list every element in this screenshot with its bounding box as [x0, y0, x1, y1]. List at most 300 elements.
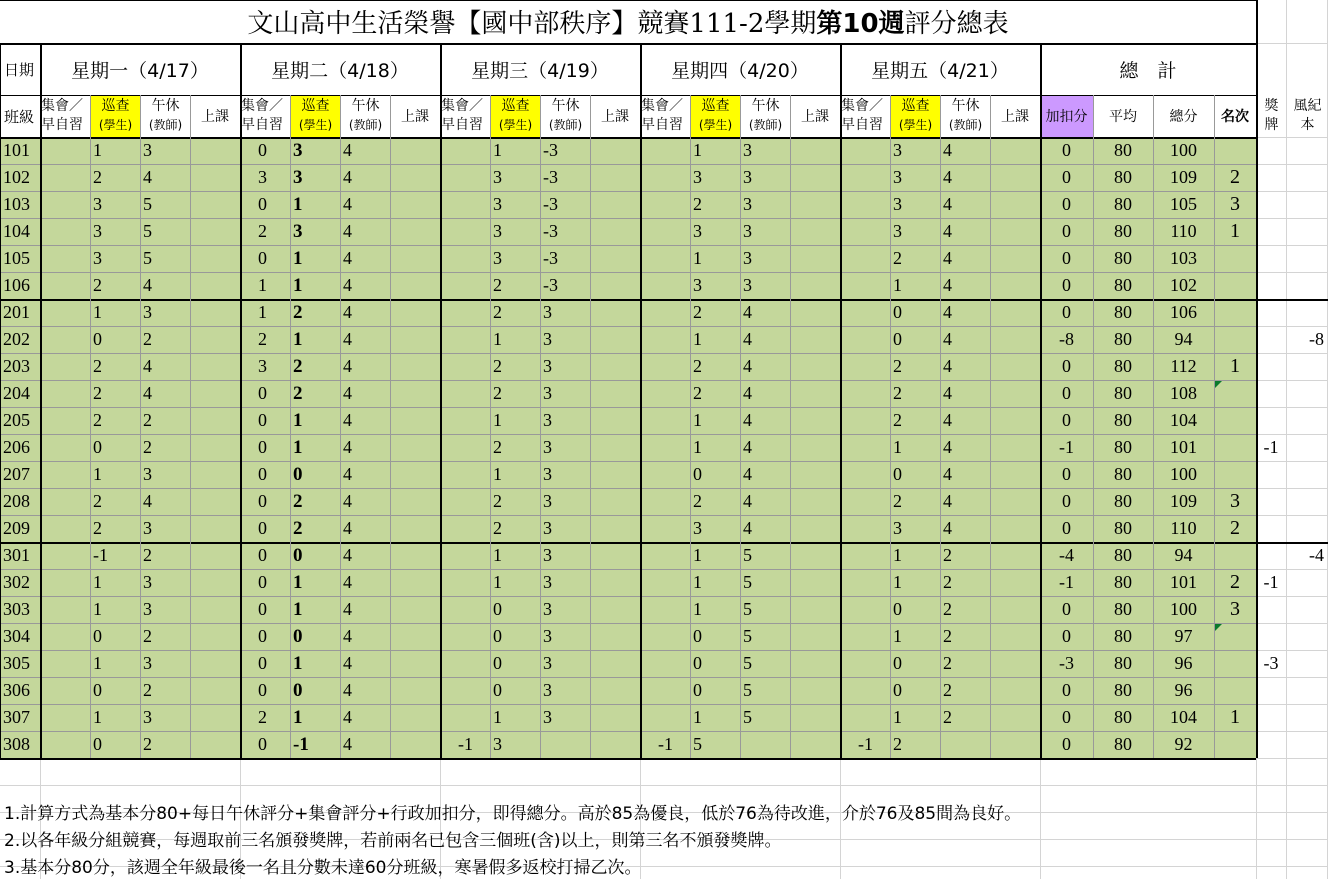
- bonus-cell[interactable]: [1040, 461, 1093, 488]
- patrol-cell[interactable]: [890, 353, 940, 380]
- total-cell[interactable]: [1153, 137, 1214, 164]
- bonus-cell[interactable]: [1040, 380, 1093, 407]
- nap-cell[interactable]: [140, 272, 190, 299]
- patrol-cell[interactable]: [690, 272, 740, 299]
- total-cell[interactable]: [1153, 623, 1214, 650]
- class-cell[interactable]: [0, 515, 40, 542]
- nap-cell[interactable]: [340, 515, 390, 542]
- patrol-cell[interactable]: [290, 488, 340, 515]
- weekly-header[interactable]: [1286, 95, 1328, 137]
- average-cell[interactable]: [1093, 299, 1153, 326]
- patrol-cell[interactable]: [90, 596, 140, 623]
- patrol-cell[interactable]: [290, 542, 340, 569]
- bonus-cell[interactable]: [1040, 515, 1093, 542]
- patrol-cell[interactable]: [690, 299, 740, 326]
- nap-cell[interactable]: [940, 380, 990, 407]
- patrol-cell[interactable]: [90, 623, 140, 650]
- nap-cell[interactable]: [940, 569, 990, 596]
- day-header-3[interactable]: [440, 43, 640, 95]
- average-cell[interactable]: [1093, 461, 1153, 488]
- patrol-cell[interactable]: [890, 542, 940, 569]
- patrol-cell[interactable]: [290, 461, 340, 488]
- bonus-cell[interactable]: [1040, 407, 1093, 434]
- patrol-cell[interactable]: [690, 731, 740, 758]
- patrol-cell[interactable]: [690, 623, 740, 650]
- total-cell[interactable]: [1153, 515, 1214, 542]
- nap-cell[interactable]: [940, 650, 990, 677]
- nap-cell[interactable]: [340, 272, 390, 299]
- assembly-cell[interactable]: [840, 731, 890, 758]
- patrol-cell[interactable]: [490, 380, 540, 407]
- nap-cell[interactable]: [540, 434, 590, 461]
- nap-cell[interactable]: [340, 461, 390, 488]
- class-cell[interactable]: [0, 299, 40, 326]
- patrol-cell[interactable]: [890, 434, 940, 461]
- rank-cell[interactable]: [1214, 353, 1256, 380]
- patrol-cell[interactable]: [290, 434, 340, 461]
- average-cell[interactable]: [1093, 623, 1153, 650]
- assembly-cell[interactable]: [240, 299, 290, 326]
- lesson-header-1[interactable]: [190, 95, 240, 137]
- nap-cell[interactable]: [340, 704, 390, 731]
- patrol-cell[interactable]: [490, 272, 540, 299]
- patrol-header-3[interactable]: [490, 95, 540, 137]
- patrol-cell[interactable]: [690, 515, 740, 542]
- nap-cell[interactable]: [140, 569, 190, 596]
- nap-cell[interactable]: [740, 326, 790, 353]
- nap-cell[interactable]: [340, 407, 390, 434]
- nap-cell[interactable]: [340, 299, 390, 326]
- patrol-cell[interactable]: [490, 623, 540, 650]
- nap-cell[interactable]: [540, 218, 590, 245]
- rank-cell[interactable]: [1214, 569, 1256, 596]
- average-cell[interactable]: [1093, 704, 1153, 731]
- patrol-cell[interactable]: [690, 650, 740, 677]
- nap-cell[interactable]: [340, 326, 390, 353]
- nap-cell[interactable]: [540, 704, 590, 731]
- nap-cell[interactable]: [940, 704, 990, 731]
- nap-cell[interactable]: [740, 164, 790, 191]
- average-cell[interactable]: [1093, 245, 1153, 272]
- nap-cell[interactable]: [940, 515, 990, 542]
- patrol-cell[interactable]: [90, 515, 140, 542]
- rank-cell[interactable]: [1214, 488, 1256, 515]
- patrol-cell[interactable]: [690, 596, 740, 623]
- class-cell[interactable]: [0, 191, 40, 218]
- nap-cell[interactable]: [740, 461, 790, 488]
- total-cell[interactable]: [1153, 677, 1214, 704]
- nap-cell[interactable]: [540, 326, 590, 353]
- nap-cell[interactable]: [740, 596, 790, 623]
- total-cell[interactable]: [1153, 596, 1214, 623]
- patrol-cell[interactable]: [90, 299, 140, 326]
- bonus-cell[interactable]: [1040, 164, 1093, 191]
- nap-cell[interactable]: [940, 353, 990, 380]
- class-cell[interactable]: [0, 542, 40, 569]
- nap-cell[interactable]: [540, 488, 590, 515]
- nap-cell[interactable]: [740, 542, 790, 569]
- patrol-cell[interactable]: [490, 488, 540, 515]
- patrol-cell[interactable]: [90, 326, 140, 353]
- lesson-header-2[interactable]: [390, 95, 440, 137]
- patrol-cell[interactable]: [290, 704, 340, 731]
- assembly-cell[interactable]: [640, 731, 690, 758]
- patrol-cell[interactable]: [490, 245, 540, 272]
- nap-cell[interactable]: [140, 596, 190, 623]
- nap-cell[interactable]: [340, 569, 390, 596]
- patrol-cell[interactable]: [290, 137, 340, 164]
- average-cell[interactable]: [1093, 218, 1153, 245]
- patrol-cell[interactable]: [890, 461, 940, 488]
- patrol-cell[interactable]: [290, 245, 340, 272]
- total-cell[interactable]: [1153, 650, 1214, 677]
- patrol-cell[interactable]: [890, 137, 940, 164]
- bonus-header[interactable]: [1040, 95, 1093, 137]
- class-cell[interactable]: [0, 704, 40, 731]
- patrol-cell[interactable]: [290, 299, 340, 326]
- nap-cell[interactable]: [540, 299, 590, 326]
- patrol-cell[interactable]: [490, 137, 540, 164]
- patrol-cell[interactable]: [690, 488, 740, 515]
- bonus-cell[interactable]: [1040, 569, 1093, 596]
- bonus-cell[interactable]: [1040, 245, 1093, 272]
- class-cell[interactable]: [0, 461, 40, 488]
- rank-cell[interactable]: [1214, 704, 1256, 731]
- nap-cell[interactable]: [140, 407, 190, 434]
- rank-header[interactable]: [1214, 95, 1256, 137]
- nap-cell[interactable]: [340, 650, 390, 677]
- nap-cell[interactable]: [940, 191, 990, 218]
- class-cell[interactable]: [0, 596, 40, 623]
- average-cell[interactable]: [1093, 488, 1153, 515]
- assembly-cell[interactable]: [240, 542, 290, 569]
- patrol-cell[interactable]: [90, 191, 140, 218]
- lesson-header-3[interactable]: [590, 95, 640, 137]
- nap-cell[interactable]: [540, 677, 590, 704]
- patrol-cell[interactable]: [690, 407, 740, 434]
- patrol-cell[interactable]: [490, 515, 540, 542]
- nap-cell[interactable]: [940, 488, 990, 515]
- nap-cell[interactable]: [940, 164, 990, 191]
- patrol-cell[interactable]: [690, 245, 740, 272]
- average-cell[interactable]: [1093, 677, 1153, 704]
- nap-cell[interactable]: [940, 407, 990, 434]
- patrol-cell[interactable]: [290, 272, 340, 299]
- patrol-cell[interactable]: [890, 569, 940, 596]
- award-cell[interactable]: [1256, 434, 1286, 461]
- assembly-cell[interactable]: [240, 677, 290, 704]
- patrol-cell[interactable]: [490, 650, 540, 677]
- nap-cell[interactable]: [140, 164, 190, 191]
- nap-cell[interactable]: [540, 380, 590, 407]
- patrol-cell[interactable]: [290, 191, 340, 218]
- assembly-cell[interactable]: [240, 623, 290, 650]
- award-cell[interactable]: [1256, 569, 1286, 596]
- nap-cell[interactable]: [140, 623, 190, 650]
- patrol-header-5[interactable]: [890, 95, 940, 137]
- assembly-cell[interactable]: [440, 731, 490, 758]
- total-cell[interactable]: [1153, 488, 1214, 515]
- assembly-cell[interactable]: [240, 380, 290, 407]
- class-cell[interactable]: [0, 164, 40, 191]
- patrol-cell[interactable]: [90, 353, 140, 380]
- bonus-cell[interactable]: [1040, 218, 1093, 245]
- assembly-header-5[interactable]: [840, 95, 890, 137]
- nap-cell[interactable]: [940, 596, 990, 623]
- total-cell[interactable]: [1153, 299, 1214, 326]
- patrol-cell[interactable]: [890, 704, 940, 731]
- total-cell[interactable]: [1153, 272, 1214, 299]
- nap-cell[interactable]: [940, 326, 990, 353]
- day-header-1[interactable]: [40, 43, 240, 95]
- assembly-cell[interactable]: [240, 515, 290, 542]
- bonus-cell[interactable]: [1040, 137, 1093, 164]
- nap-cell[interactable]: [340, 218, 390, 245]
- patrol-cell[interactable]: [490, 542, 540, 569]
- nap-cell[interactable]: [940, 137, 990, 164]
- patrol-cell[interactable]: [690, 434, 740, 461]
- patrol-cell[interactable]: [90, 272, 140, 299]
- nap-cell[interactable]: [740, 380, 790, 407]
- average-cell[interactable]: [1093, 137, 1153, 164]
- total-cell[interactable]: [1153, 218, 1214, 245]
- nap-cell[interactable]: [340, 164, 390, 191]
- patrol-cell[interactable]: [890, 245, 940, 272]
- patrol-cell[interactable]: [90, 569, 140, 596]
- patrol-cell[interactable]: [90, 407, 140, 434]
- nap-cell[interactable]: [140, 515, 190, 542]
- assembly-cell[interactable]: [240, 218, 290, 245]
- bonus-cell[interactable]: [1040, 596, 1093, 623]
- nap-cell[interactable]: [540, 164, 590, 191]
- nap-cell[interactable]: [940, 272, 990, 299]
- total-cell[interactable]: [1153, 461, 1214, 488]
- nap-cell[interactable]: [740, 299, 790, 326]
- nap-cell[interactable]: [540, 407, 590, 434]
- nap-cell[interactable]: [140, 677, 190, 704]
- nap-cell[interactable]: [340, 677, 390, 704]
- total-cell[interactable]: [1153, 326, 1214, 353]
- nap-cell[interactable]: [940, 299, 990, 326]
- assembly-cell[interactable]: [240, 704, 290, 731]
- assembly-cell[interactable]: [240, 569, 290, 596]
- patrol-cell[interactable]: [490, 731, 540, 758]
- class-cell[interactable]: [0, 326, 40, 353]
- patrol-cell[interactable]: [890, 218, 940, 245]
- nap-cell[interactable]: [940, 461, 990, 488]
- average-header[interactable]: [1093, 95, 1153, 137]
- patrol-cell[interactable]: [490, 461, 540, 488]
- total-cell[interactable]: [1153, 191, 1214, 218]
- average-cell[interactable]: [1093, 542, 1153, 569]
- class-cell[interactable]: [0, 137, 40, 164]
- nap-cell[interactable]: [340, 353, 390, 380]
- nap-cell[interactable]: [540, 461, 590, 488]
- average-cell[interactable]: [1093, 353, 1153, 380]
- patrol-cell[interactable]: [890, 272, 940, 299]
- class-cell[interactable]: [0, 434, 40, 461]
- patrol-cell[interactable]: [690, 380, 740, 407]
- patrol-cell[interactable]: [890, 488, 940, 515]
- nap-cell[interactable]: [740, 488, 790, 515]
- assembly-cell[interactable]: [240, 245, 290, 272]
- patrol-cell[interactable]: [90, 650, 140, 677]
- patrol-cell[interactable]: [90, 488, 140, 515]
- nap-cell[interactable]: [540, 623, 590, 650]
- nap-cell[interactable]: [540, 137, 590, 164]
- patrol-cell[interactable]: [90, 704, 140, 731]
- class-cell[interactable]: [0, 218, 40, 245]
- patrol-cell[interactable]: [690, 353, 740, 380]
- average-cell[interactable]: [1093, 407, 1153, 434]
- assembly-cell[interactable]: [240, 596, 290, 623]
- nap-cell[interactable]: [340, 623, 390, 650]
- patrol-cell[interactable]: [90, 137, 140, 164]
- patrol-cell[interactable]: [890, 650, 940, 677]
- nap-cell[interactable]: [940, 434, 990, 461]
- total-cell[interactable]: [1153, 407, 1214, 434]
- average-cell[interactable]: [1093, 731, 1153, 758]
- lesson-header-4[interactable]: [790, 95, 840, 137]
- nap-cell[interactable]: [140, 434, 190, 461]
- patrol-cell[interactable]: [490, 191, 540, 218]
- average-cell[interactable]: [1093, 515, 1153, 542]
- nap-cell[interactable]: [740, 704, 790, 731]
- assembly-header-3[interactable]: [440, 95, 490, 137]
- assembly-cell[interactable]: [240, 137, 290, 164]
- class-cell[interactable]: [0, 677, 40, 704]
- patrol-cell[interactable]: [690, 218, 740, 245]
- total-cell[interactable]: [1153, 434, 1214, 461]
- nap-cell[interactable]: [140, 137, 190, 164]
- patrol-cell[interactable]: [490, 407, 540, 434]
- nap-cell[interactable]: [540, 515, 590, 542]
- nap-cell[interactable]: [140, 218, 190, 245]
- assembly-cell[interactable]: [240, 326, 290, 353]
- nap-header-1[interactable]: [140, 95, 190, 137]
- patrol-cell[interactable]: [890, 623, 940, 650]
- nap-cell[interactable]: [140, 488, 190, 515]
- total-cell[interactable]: [1153, 569, 1214, 596]
- nap-cell[interactable]: [740, 191, 790, 218]
- patrol-cell[interactable]: [690, 461, 740, 488]
- total-cell[interactable]: [1153, 164, 1214, 191]
- nap-cell[interactable]: [140, 299, 190, 326]
- nap-cell[interactable]: [940, 623, 990, 650]
- nap-cell[interactable]: [540, 191, 590, 218]
- nap-cell[interactable]: [740, 218, 790, 245]
- nap-cell[interactable]: [340, 542, 390, 569]
- rank-cell[interactable]: [1214, 218, 1256, 245]
- nap-cell[interactable]: [140, 704, 190, 731]
- patrol-cell[interactable]: [90, 461, 140, 488]
- assembly-cell[interactable]: [240, 272, 290, 299]
- assembly-cell[interactable]: [240, 461, 290, 488]
- assembly-header-2[interactable]: [240, 95, 290, 137]
- patrol-cell[interactable]: [690, 191, 740, 218]
- nap-cell[interactable]: [540, 569, 590, 596]
- bonus-cell[interactable]: [1040, 353, 1093, 380]
- class-cell[interactable]: [0, 245, 40, 272]
- assembly-header-1[interactable]: [40, 95, 90, 137]
- class-cell[interactable]: [0, 623, 40, 650]
- total-cell[interactable]: [1153, 353, 1214, 380]
- day-header-2[interactable]: [240, 43, 440, 95]
- patrol-cell[interactable]: [290, 596, 340, 623]
- patrol-cell[interactable]: [290, 569, 340, 596]
- patrol-cell[interactable]: [490, 353, 540, 380]
- patrol-cell[interactable]: [890, 731, 940, 758]
- bonus-cell[interactable]: [1040, 542, 1093, 569]
- patrol-cell[interactable]: [290, 407, 340, 434]
- patrol-cell[interactable]: [890, 677, 940, 704]
- bonus-cell[interactable]: [1040, 623, 1093, 650]
- nap-cell[interactable]: [540, 542, 590, 569]
- patrol-cell[interactable]: [90, 434, 140, 461]
- nap-cell[interactable]: [940, 542, 990, 569]
- patrol-cell[interactable]: [290, 380, 340, 407]
- assembly-cell[interactable]: [240, 407, 290, 434]
- nap-header-5[interactable]: [940, 95, 990, 137]
- nap-cell[interactable]: [340, 596, 390, 623]
- nap-header-4[interactable]: [740, 95, 790, 137]
- total-score-header[interactable]: [1153, 95, 1214, 137]
- patrol-cell[interactable]: [290, 218, 340, 245]
- patrol-cell[interactable]: [490, 677, 540, 704]
- assembly-cell[interactable]: [240, 191, 290, 218]
- nap-cell[interactable]: [740, 245, 790, 272]
- nap-cell[interactable]: [340, 731, 390, 758]
- patrol-cell[interactable]: [490, 326, 540, 353]
- class-label[interactable]: [0, 95, 40, 137]
- patrol-cell[interactable]: [90, 677, 140, 704]
- nap-cell[interactable]: [540, 245, 590, 272]
- nap-cell[interactable]: [140, 191, 190, 218]
- nap-cell[interactable]: [340, 137, 390, 164]
- bonus-cell[interactable]: [1040, 191, 1093, 218]
- bonus-cell[interactable]: [1040, 731, 1093, 758]
- nap-cell[interactable]: [140, 731, 190, 758]
- patrol-cell[interactable]: [890, 380, 940, 407]
- patrol-cell[interactable]: [690, 326, 740, 353]
- award-cell[interactable]: [1256, 650, 1286, 677]
- average-cell[interactable]: [1093, 380, 1153, 407]
- patrol-cell[interactable]: [490, 596, 540, 623]
- patrol-cell[interactable]: [890, 326, 940, 353]
- total-cell[interactable]: [1153, 380, 1214, 407]
- patrol-cell[interactable]: [490, 164, 540, 191]
- total-cell[interactable]: [1153, 704, 1214, 731]
- patrol-cell[interactable]: [90, 542, 140, 569]
- nap-cell[interactable]: [140, 245, 190, 272]
- nap-cell[interactable]: [140, 461, 190, 488]
- nap-cell[interactable]: [740, 569, 790, 596]
- nap-cell[interactable]: [740, 137, 790, 164]
- class-cell[interactable]: [0, 569, 40, 596]
- patrol-cell[interactable]: [290, 515, 340, 542]
- nap-cell[interactable]: [140, 380, 190, 407]
- class-cell[interactable]: [0, 650, 40, 677]
- nap-header-2[interactable]: [340, 95, 390, 137]
- nap-cell[interactable]: [740, 353, 790, 380]
- average-cell[interactable]: [1093, 569, 1153, 596]
- patrol-header-2[interactable]: [290, 95, 340, 137]
- nap-cell[interactable]: [540, 272, 590, 299]
- nap-cell[interactable]: [740, 623, 790, 650]
- patrol-cell[interactable]: [290, 731, 340, 758]
- total-cell[interactable]: [1153, 542, 1214, 569]
- patrol-cell[interactable]: [690, 137, 740, 164]
